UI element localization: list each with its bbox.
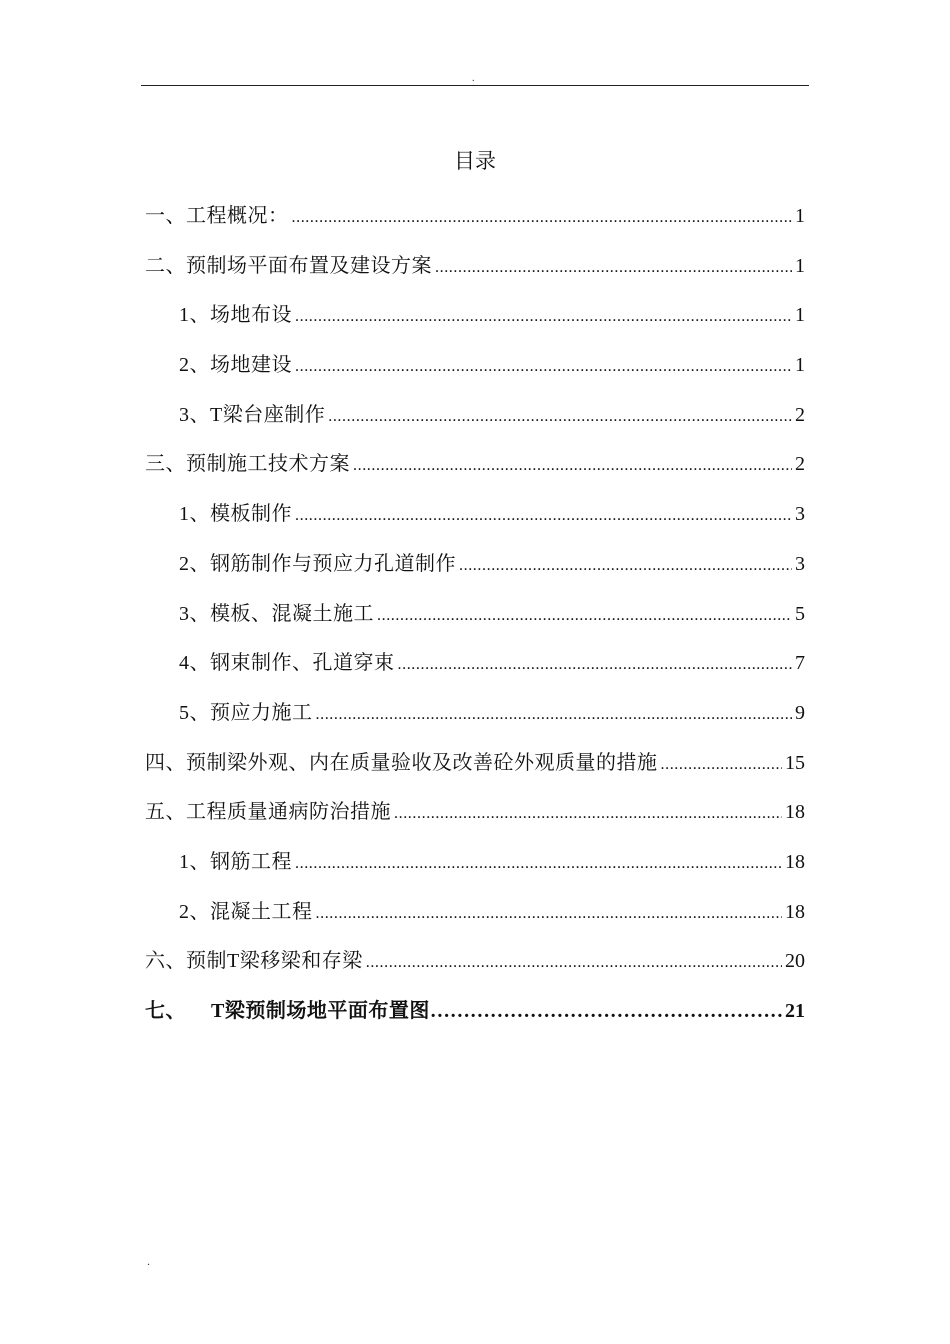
- toc-entry-page: 9: [795, 701, 805, 724]
- toc-entry-number: 七、: [145, 1000, 186, 1022]
- toc-entry[interactable]: [145, 499, 805, 549]
- toc-leader-dots: [328, 402, 792, 432]
- header-rule: [141, 85, 809, 86]
- toc-entry-label: 2、钢筋制作与预应力孔道制作: [179, 552, 456, 575]
- toc-entry-label: 2、场地建设: [179, 354, 292, 377]
- toc-entry-page: 3: [795, 503, 805, 526]
- toc-entry-label: [145, 996, 430, 1026]
- toc-entry[interactable]: [145, 797, 805, 847]
- toc-entry-page: 7: [795, 652, 805, 675]
- toc-entry-page: 21: [785, 1000, 805, 1022]
- toc-entry[interactable]: [145, 847, 805, 897]
- toc-entry-label: 2、混凝土工程: [179, 900, 313, 923]
- toc-entry-page: 1: [795, 205, 805, 227]
- toc-entry[interactable]: [145, 549, 805, 599]
- toc-leader-dots: [295, 302, 792, 332]
- header-mark: .: [472, 73, 475, 84]
- toc-leader-dots: [295, 501, 792, 531]
- toc-entry[interactable]: [145, 748, 805, 798]
- toc-entry-title: T梁预制场地平面布置图: [211, 1000, 430, 1022]
- toc-leader-dots: [459, 551, 792, 581]
- toc-leader-dots: [292, 203, 793, 233]
- toc-entry-page: 2: [795, 403, 805, 426]
- toc-entry[interactable]: [145, 449, 805, 499]
- toc-entry-label: 5、预应力施工: [179, 701, 313, 724]
- toc-entry[interactable]: [145, 648, 805, 698]
- toc-leader-dots: [430, 996, 785, 1028]
- toc-entry[interactable]: [145, 400, 805, 450]
- toc-entry-label: 四、预制梁外观、内在质量验收及改善砼外观质量的措施: [145, 751, 658, 774]
- toc-entry-label: 五、工程质量通病防治措施: [145, 801, 391, 824]
- toc-entry-label: 一、工程概况：: [145, 205, 289, 227]
- toc-title: 目录: [454, 149, 496, 173]
- toc-entry[interactable]: [145, 946, 805, 996]
- toc-entry-page: 5: [795, 602, 805, 625]
- toc-entry-page: 1: [795, 354, 805, 377]
- toc-entry-label: 3、T梁台座制作: [179, 403, 326, 426]
- toc-leader-dots: [353, 451, 792, 481]
- toc-entry-label: 1、场地布设: [179, 304, 292, 327]
- toc-entry[interactable]: [145, 897, 805, 947]
- toc-entry-page: 3: [795, 552, 805, 575]
- toc-leader-dots: [295, 849, 782, 879]
- toc-entry[interactable]: [145, 300, 805, 350]
- toc-entry[interactable]: [145, 350, 805, 400]
- toc-entry[interactable]: [145, 698, 805, 748]
- toc-leader-dots: [316, 700, 793, 730]
- table-of-contents: [145, 201, 805, 1046]
- toc-entry-page: 1: [795, 304, 805, 327]
- toc-entry-page: 2: [795, 453, 805, 476]
- toc-entry-page: 20: [785, 950, 805, 973]
- toc-entry[interactable]: [145, 599, 805, 649]
- toc-entry-label: 3、模板、混凝土施工: [179, 602, 374, 625]
- toc-entry-label: 二、预制场平面布置及建设方案: [145, 254, 432, 277]
- toc-leader-dots: [394, 799, 782, 829]
- toc-entry-page: 1: [795, 254, 805, 277]
- toc-entry-label: 六、预制T梁移梁和存梁: [145, 950, 363, 973]
- toc-entry-page: 15: [785, 751, 805, 774]
- toc-leader-dots: [377, 601, 792, 631]
- toc-leader-dots: [435, 253, 792, 283]
- toc-entry[interactable]: [145, 996, 805, 1046]
- toc-entry-label: 1、模板制作: [179, 503, 292, 526]
- footer-mark: .: [147, 1254, 150, 1268]
- toc-entry-page: 18: [785, 801, 805, 824]
- toc-entry[interactable]: [145, 201, 805, 251]
- toc-entry-page: 18: [785, 900, 805, 923]
- toc-leader-dots: [661, 750, 783, 780]
- toc-leader-dots: [295, 352, 792, 382]
- toc-leader-dots: [398, 650, 793, 680]
- toc-entry-page: 18: [785, 850, 805, 873]
- toc-entry[interactable]: [145, 251, 805, 301]
- toc-entry-label: 三、预制施工技术方案: [145, 453, 350, 476]
- toc-entry-label: 1、钢筋工程: [179, 850, 292, 873]
- toc-entry-label: 4、钢束制作、孔道穿束: [179, 652, 395, 675]
- toc-leader-dots: [316, 899, 783, 929]
- toc-leader-dots: [366, 948, 782, 978]
